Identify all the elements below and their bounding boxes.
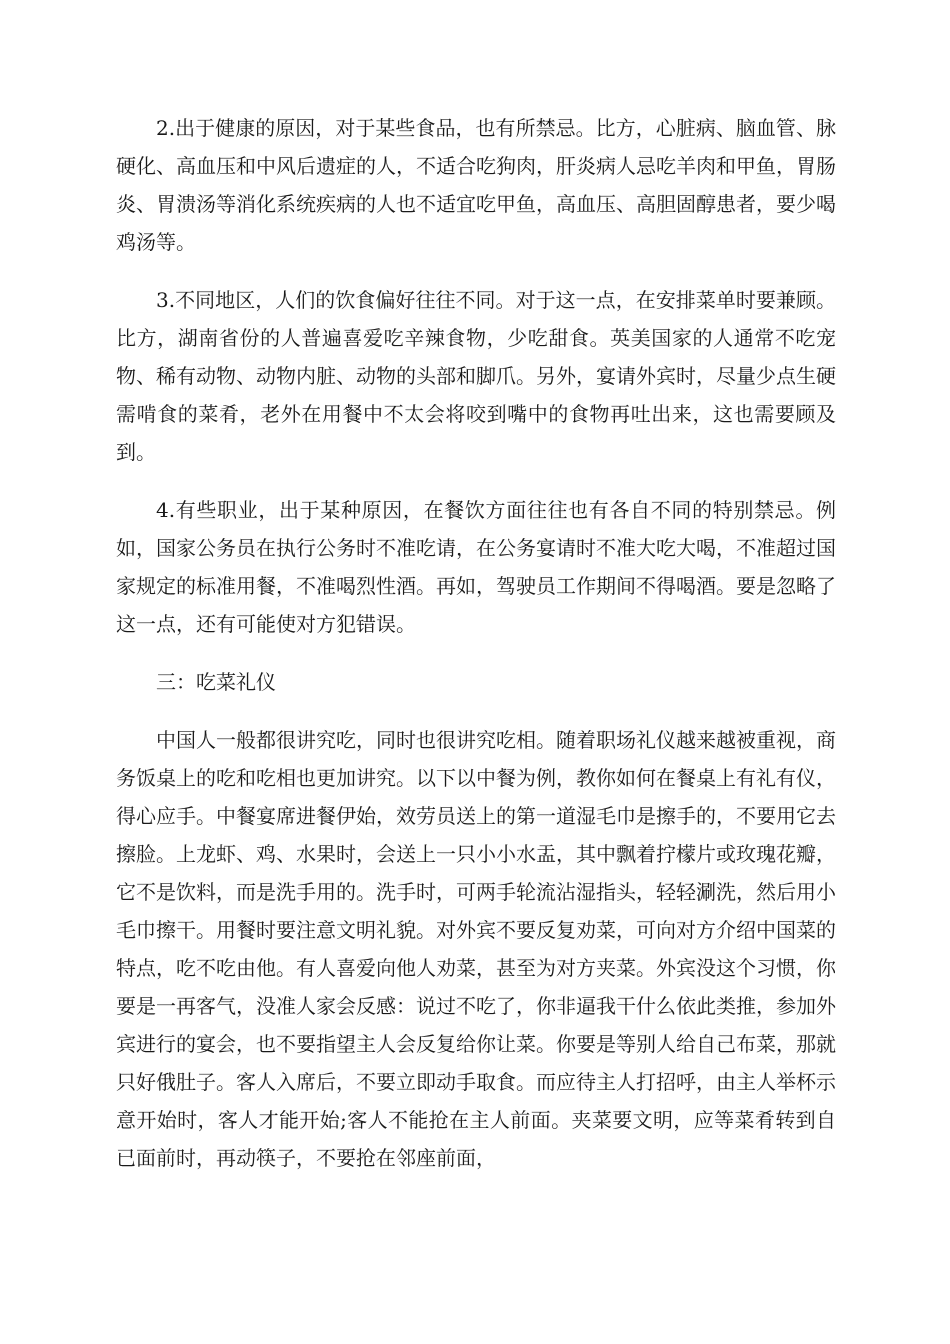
paragraph-dining-etiquette: 中国人一般都很讲究吃，同时也很讲究吃相。随着职场礼仪越来越被重视，商务饭桌上的吃和吃相也更加讲究。以下以中餐为例，教你如何在餐桌上有礼有仪，得心应手。中餐宴席进餐伊始，效劳员送上的第一道湿毛巾是擦手的，不要用它去擦脸。上龙虾、鸡、水果时，会送上一只小小水盂，其中飘着拧檬片或玫瑰花瓣，它不是饮料，而是洗手用的。洗手时，可两手轮流沾湿指头，轻轻涮洗，然后用小毛巾擦干。用餐时要注意文明礼貌。对外宾不要反复劝菜，可向对方介绍中国菜的特点，吃不吃由他。有人喜爱向他人劝菜，甚至为对方夹菜。外宾没这个习惯，你要是一再客气，没准人家会反感：说过不吃了，你非逼我干什么依此类推，参加外宾进行的宴会，也不要指望主人会反复给你让菜。你要是等别人给自己布菜，那就只好俄肚子。客人入席后，不要立即动手取食。而应待主人打招呼，由主人举杯示意开始时，客人才能开始;客人不能抢在主人前面。夹菜要文明，应等菜肴转到自已面前时，再动筷子，不要抢在邻座前面，: [116, 728, 836, 1170]
section-heading: 三：吃菜礼仪: [156, 670, 276, 694]
paragraph-regional-preferences: 3.不同地区，人们的饮食偏好往往不同。对于这一点，在安排菜单时要兼顾。比方，湖南省份的人普遍喜爱吃辛辣食物，少吃甜食。英美国家的人通常不吃宠物、稀有动物、动物内脏、动物的头部和脚爪。另外，宴请外宾时，尽量少点生硬需啃食的菜肴，老外在用餐中不太会将咬到嘴中的食物再吐出来，这也需要顾及到。: [116, 288, 836, 464]
paragraph-occupational-taboos: 4.有些职业，出于某种原因，在餐饮方面往往也有各自不同的特别禁忌。例如，国家公务员在执行公务时不准吃请，在公务宴请时不准大吃大喝，不准超过国家规定的标准用餐，不准喝烈性酒。再如，驾驶员工作期间不得喝酒。要是忽略了这一点，还有可能使对方犯错误。: [116, 498, 836, 636]
document-page: [116, 109, 836, 1197]
paragraph-health-taboos: 2.出于健康的原因，对于某些食品，也有所禁忌。比方，心脏病、脑血管、脉硬化、高血压和中风后遗症的人，不适合吃狗肉，肝炎病人忌吃羊肉和甲鱼，胃肠炎、胃溃汤等消化系统疾病的人也不适宜吃甲鱼，高血压、高胆固醇患者，要少喝鸡汤等。: [116, 116, 836, 254]
